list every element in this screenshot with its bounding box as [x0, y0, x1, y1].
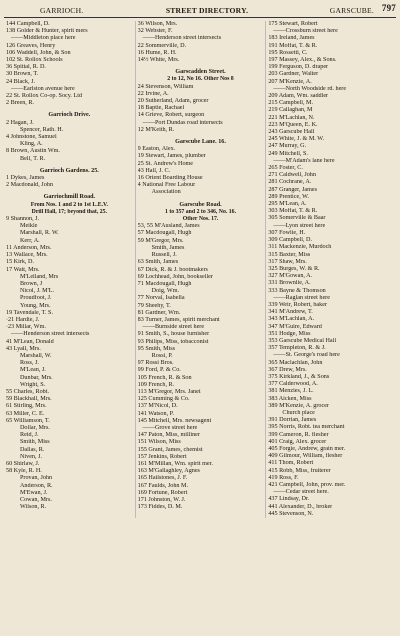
header-left: GARRIOCH. — [40, 5, 84, 15]
directory-entry: 97 Rossi Bros. — [137, 360, 174, 367]
directory-entry: 2 Macdonald, John — [6, 182, 53, 189]
directory-entry: 59 Blackhall, Mrs. — [6, 396, 52, 403]
directory-entry: 377 Calderwood, A. — [268, 381, 318, 388]
directory-entry: ——Lyon street here — [273, 222, 326, 229]
directory-entry: 281 Cochrane, A. — [268, 179, 312, 186]
directory-entry: 399 Cameron, R. flesher — [268, 431, 329, 438]
directory-entry: M'Lean, J. — [20, 367, 46, 374]
directory-entry: M'Lelland, Mrs — [20, 273, 59, 280]
directory-entry: 102 St. Rollox Schools — [6, 57, 63, 64]
directory-entry: 367 Drew, Mrs. — [268, 366, 307, 373]
directory-entry: 155 Grant, James, chemist — [137, 446, 203, 453]
directory-entry: 191 Moffat, T. & R. — [268, 42, 318, 49]
directory-entry: 106 Waddell, John, & Son — [6, 49, 71, 56]
directory-entry: ——Cedar street here. — [273, 489, 329, 496]
directory-entry: 207 M'Kenzie, A. — [268, 78, 312, 85]
directory-entry: 351 Hodge, Miss — [268, 330, 311, 337]
directory-entry: Rossi, P. — [151, 352, 173, 359]
column-3 — [265, 21, 396, 518]
directory-page — [4, 3, 396, 630]
directory-entry: Anderson, R. — [20, 482, 53, 489]
directory-entry: Bell, T. R. — [20, 155, 46, 162]
directory-entry: 151 Wilson, Miss — [137, 439, 181, 446]
directory-entry: ——Crossburn street here — [273, 28, 338, 35]
directory-entry: 14½ White, Mrs. — [137, 57, 180, 64]
directory-entry: 341 M'Andrew, T. — [268, 309, 313, 316]
directory-entry: 43 Lyall, Mrs. — [6, 345, 41, 352]
directory-entry: ——M'Adam's lane here — [273, 157, 335, 164]
directory-entry: ——Middleton place here — [11, 35, 76, 42]
directory-entry: 409 Gilmour, William, flesher — [268, 453, 343, 460]
directory-entry: Young, Mrs. — [20, 302, 51, 309]
directory-entry: 126 Greaves, Henry — [6, 42, 56, 49]
directory-entry: 391 Dorrian, James — [268, 417, 317, 424]
directory-entry: 441 Alexander, D., broker — [268, 503, 333, 510]
running-header — [4, 3, 396, 18]
directory-entry: 22 Sommerville, D. — [137, 42, 187, 49]
directory-entry: Meikle — [20, 223, 38, 230]
directory-entry: 91 Smith, S., house furnisher — [137, 331, 210, 338]
directory-entry: 20 Sutherland, Adam, grocer — [137, 98, 209, 105]
directory-entry: Doig, Wm. — [151, 288, 180, 295]
directory-entry: 401 Craig, Alex. grocer — [268, 438, 327, 445]
directory-entry: Cowan, Mrs. — [20, 497, 52, 503]
directory-entry: 12 M'Keith, R. — [137, 126, 175, 133]
directory-entry: 8 Brown, Austin Wm. — [6, 148, 60, 155]
directory-entry: 105 French, R. & Son — [137, 374, 192, 381]
directory-entry: 195 Rossetti, C. — [268, 49, 308, 56]
directory-entry: 77 Norval, Isabella — [137, 295, 185, 302]
directory-entry: 317 Shaw, Mrs. — [268, 258, 307, 265]
directory-entry: 245 White, J. & M. W. — [268, 136, 325, 143]
directory-entry: 415 Robb, Miss, fruiterer — [268, 467, 331, 474]
directory-entry: 57 Macdougall, Hugh — [137, 230, 192, 237]
directory-entry: 11 Anderson, Mrs. — [6, 244, 52, 251]
directory-entry: 4 National Free Labour — [137, 182, 196, 189]
directory-entry: 303 Moffat, T. & R. — [268, 208, 318, 215]
directory-entry: 197 Massey, Alex., & Sons. — [268, 57, 337, 64]
street-heading: Garriochmill Road. — [43, 194, 96, 201]
street-heading: Garrioch Gardens. 25. — [39, 167, 99, 174]
directory-entry: ——St. George's road here — [273, 352, 340, 359]
directory-entry: 309 Campbell, D. — [268, 237, 313, 244]
street-numbering: Drill Hall, 17; beyond that, 25. — [31, 208, 108, 215]
street-heading: Garrioch Drive. — [48, 112, 91, 119]
directory-entry: 171 Johnston, W. J. — [137, 497, 186, 503]
directory-entry: 315 Baxter, Miss — [268, 251, 311, 258]
directory-entry: 249 Mitchell, S. — [268, 150, 308, 157]
directory-entry: 59 M'Gregor, Mrs. — [137, 237, 184, 244]
directory-entry: 2 Hagan, J. — [6, 119, 34, 126]
directory-entry: Spencer, Rath. H. — [20, 126, 64, 133]
directory-entry: 22 St. Rollox Co-op. Socy. Ltd — [6, 93, 83, 100]
directory-entry: 93 Philips, Miss, tobacconist — [137, 338, 209, 345]
directory-entry: Ross, J. — [20, 360, 39, 367]
directory-entry: 109 French, R. — [137, 381, 175, 388]
directory-entry: 437 Lindsay, Dr. — [268, 496, 310, 503]
directory-entry: 287 Granger, James — [268, 186, 318, 193]
directory-entry: 19 Stewart, James, plumber — [137, 153, 206, 160]
directory-entry: Association — [151, 189, 181, 196]
directory-entry: Church place — [282, 409, 315, 416]
directory-entry: 145 Mitchell, Mrs. newsagent — [137, 417, 212, 424]
directory-entry: 137 M'Nicol, D. — [137, 403, 178, 410]
directory-entry: 411 Thom, Robert — [268, 460, 314, 467]
directory-entry: Kerr, A. — [20, 237, 40, 244]
directory-entry: 271 Caldwell, John — [268, 172, 316, 179]
directory-entry: ——Henderson street intersects — [11, 331, 90, 338]
directory-entry: Dunbar, Mrs. — [20, 374, 53, 381]
street-numbering: From Nos. 1 and 2 to 1st L.E.V. — [30, 201, 108, 208]
directory-entry: 167 Faulds, John M. — [137, 482, 188, 489]
directory-entry: 389 M'Kenzie, A. grocer — [268, 402, 329, 409]
directory-entry: 327 M'Gowan, A. — [268, 273, 313, 280]
directory-entry: 13 Wallace, Mrs. — [6, 252, 48, 259]
directory-entry: 221 M'Lachlan, N. — [268, 114, 315, 121]
header-title: STREET DIRECTORY. — [165, 5, 249, 15]
directory-entry: 79 Sheehy, T. — [137, 302, 171, 309]
directory-entry: 405 Forgie, Andrew, grain mer. — [268, 445, 346, 452]
directory-entry: 36 Wilson, Mrs. — [137, 21, 178, 27]
column-1 — [4, 21, 135, 518]
directory-entry: 41 M'Lean, Donald — [6, 338, 54, 345]
directory-entry: 357 Templeton, R. & J. — [268, 345, 326, 352]
directory-entry: 209 Adam, Wm. saddler — [268, 93, 329, 100]
directory-entry: 265 Foster, C. — [268, 165, 303, 172]
directory-entry: Smith, Miss — [20, 439, 50, 446]
street-heading: Garscube Road. — [179, 201, 222, 208]
directory-entry: Reid, J. — [20, 432, 39, 439]
directory-entry: 60 Shirlaw, J. — [6, 460, 40, 467]
directory-entry: 305 Somerville & Baar — [268, 215, 326, 222]
directory-entry: 53, 55 M'Ausland, James — [137, 223, 200, 230]
directory-entry: 16 Hume, R. H. — [137, 49, 177, 56]
directory-entry: 445 Stevenson, N. — [268, 510, 314, 517]
directory-entry: 141 Watson, P. — [137, 410, 174, 417]
directory-entry: 25 St. Andrew's Home — [137, 160, 194, 167]
directory-entry: 32 Webster, F. — [137, 28, 173, 35]
directory-entry: 55 Charles, Robt. — [6, 388, 49, 395]
directory-entry: 65 Williamson, T. — [6, 417, 50, 424]
directory-entry: 15 Kirk, D. — [6, 259, 34, 266]
directory-entry: Wilson, R. — [20, 504, 47, 511]
directory-entry: 421 Campbell, John, prov. mer. — [268, 482, 346, 488]
directory-entry: ·23 Millar, Wm. — [6, 324, 46, 331]
directory-entry: Marshall, R. W. — [20, 230, 59, 237]
directory-entry: 157 Jenkins, Robert — [137, 453, 187, 460]
directory-entry: 58 Kyle, R. H. — [6, 468, 42, 475]
directory-entry: 22 Irvine, A. — [137, 90, 169, 97]
directory-entry: 199 Ferguson, D. draper — [268, 64, 329, 71]
directory-entry: 247 Murray, G. — [268, 143, 307, 150]
directory-entry: 223 M'Queen, E. K. — [268, 121, 318, 128]
directory-entry: 339 Weir, Robert, baker — [268, 301, 328, 308]
directory-entry: 17 Watt, Mrs. — [6, 266, 40, 273]
directory-entry: Wright, S. — [20, 381, 46, 388]
directory-entry: 95 Smith, Miss — [137, 345, 176, 352]
directory-entry: 381 Menzies, J. L. — [268, 388, 314, 395]
street-numbering: 1 to 357 and 2 to 346, No. 16. — [165, 208, 237, 215]
directory-entry: 9 Shannon, J. — [6, 216, 40, 223]
directory-entry: 83 Turner, James, spirit merchant — [137, 316, 220, 323]
directory-entry: ——Raglan street here — [273, 294, 330, 301]
directory-entry: Provan, John — [20, 475, 53, 482]
street-heading: Garscube Lane. 16. — [175, 139, 226, 146]
directory-entry: Smith, James — [151, 244, 185, 251]
column-2 — [135, 21, 266, 518]
directory-entry: 163 M'Gallaghley, Agnes — [137, 468, 200, 475]
directory-entry: 175 Stewart, Robert — [268, 21, 318, 27]
street-numbering: Other Nos. 17. — [182, 216, 219, 223]
directory-entry: Marshall, W. — [20, 352, 52, 359]
directory-entry: Dollar, Mrs. — [20, 424, 50, 431]
directory-entry: Niven, J. — [20, 453, 43, 460]
directory-entry: 169 Fortune, Robert — [137, 489, 188, 496]
directory-entry: 331 Brownlie, A. — [268, 280, 311, 287]
directory-entry: 99 Ford, P. & Co. — [137, 367, 181, 374]
directory-entry: 215 Campbell, M. — [268, 100, 314, 107]
directory-entry: 36 Spittal, R. D. — [6, 64, 46, 71]
directory-entry: 165 Hailstones, J. F. — [137, 475, 188, 482]
directory-entry: 343 M'Lachlan, A. — [268, 316, 315, 323]
directory-entry: 144 Campbell, D. — [6, 21, 50, 27]
directory-entry: 183 Ireland, James — [268, 35, 315, 42]
directory-entry: 63 Miller, C. E. — [6, 410, 45, 417]
directory-entry: 419 Ross, F. — [268, 474, 299, 481]
directory-entry: 16 Orient Boarding House — [137, 175, 203, 182]
street-numbering: 2 to 12, No 16. Other Nos 8 — [167, 76, 234, 83]
directory-entry: Brown, J — [20, 280, 43, 287]
directory-entry: 365 Maclachlan, John — [268, 359, 323, 366]
directory-entry: ——Port Dundas road intersects — [142, 119, 223, 126]
directory-entry: ——Earlston avenue here — [11, 85, 75, 92]
directory-entry: Russell, J. — [151, 252, 177, 259]
directory-entry: 147 Paton, Miss, milliner — [137, 432, 200, 439]
directory-entry: Nicol, J. M'L. — [20, 288, 55, 295]
directory-entry: 243 Garscube Hall — [268, 129, 315, 136]
directory-entry: 289 Prentice, W. — [268, 193, 309, 200]
directory-entry: 173 Fiddes, D. M. — [137, 504, 183, 511]
directory-entry: 71 Macdougall, Hugh — [137, 280, 192, 287]
directory-entry: ——North Woodside rd. here — [273, 85, 347, 92]
page-number: 797 — [381, 3, 396, 13]
directory-entry: Dallas, R. — [20, 446, 45, 453]
directory-entry: 2 Breen, R. — [6, 100, 34, 107]
street-heading: Garscadden Street. — [175, 69, 226, 76]
directory-entry: 9 Easton, Alex. — [137, 146, 176, 153]
directory-entry: 69 Lochhead, John, bookseller — [137, 273, 213, 280]
directory-entry: 43 Hall, J. C. — [137, 167, 171, 174]
directory-entry: 347 M'Guire, Edward — [268, 323, 322, 330]
directory-entry: Proudfoot, J. — [20, 295, 52, 302]
directory-entry: 161 M'Millan, Wm. spirit mer. — [137, 460, 213, 467]
directory-entry: 125 Cumming & Co. — [137, 396, 190, 403]
directory-entry: 61 Stirling, Mrs. — [6, 403, 47, 410]
directory-entry: 383 Aicken, Miss — [268, 395, 312, 402]
directory-entry: 24 Stevenson, William — [137, 83, 194, 90]
directory-entry: 19 Tavendale, T. S. — [6, 309, 53, 316]
directory-entry: 30 Brown, T. — [6, 71, 39, 78]
directory-entry: Kling, A. — [20, 141, 43, 148]
directory-entry: 67 Dick, R. & J. bootmakers — [137, 266, 208, 273]
directory-entry: ——Burnside street here — [142, 324, 205, 331]
directory-entry: 307 Fowlie, H. — [268, 229, 306, 236]
directory-entry: 1 Dykes, James — [6, 175, 45, 182]
directory-entry: 18 Baptie, Rachael — [137, 105, 185, 112]
directory-entry: 311 Mackenzie, Murdoch — [268, 244, 332, 251]
directory-entry: 63 Smith, James — [137, 259, 179, 266]
directory-entry: ·21 Hardie, J. — [6, 316, 40, 323]
directory-entry: ——Grove street here — [142, 424, 198, 431]
directory-entry: 295 M'Lean, A. — [268, 201, 307, 208]
directory-entry: ——Henderson street intersects — [142, 35, 222, 42]
directory-entry: 4 Johnstone, Samuel — [6, 134, 57, 141]
directory-columns — [4, 21, 396, 518]
directory-entry: M'Ewan, J. — [20, 489, 48, 496]
directory-entry: 375 Kirkland, J., & Sons — [268, 373, 330, 380]
directory-entry: 395 Norris, Robt. tea merchant — [268, 424, 345, 431]
directory-entry: 24 Black, J. — [6, 78, 35, 85]
directory-entry: 203 Gardner, Walter — [268, 71, 319, 78]
directory-entry: 113 M'Gregor, Mrs. Janet — [137, 388, 201, 395]
header-right: GARSCUBE. — [329, 5, 374, 15]
directory-entry: 81 Gardner, Wm. — [137, 309, 181, 316]
directory-entry: 353 Garscube Medical Hall — [268, 337, 337, 344]
directory-entry: 138 Golder & Hunter, spirit mers — [6, 28, 88, 35]
directory-entry: 333 Bayne & Thomson — [268, 287, 326, 294]
directory-entry: 219 Callaghan, M — [268, 107, 313, 114]
directory-entry: 325 Burges, W. & R. — [268, 265, 320, 272]
directory-entry: 14 Grieve, Robert, surgeon — [137, 112, 205, 119]
